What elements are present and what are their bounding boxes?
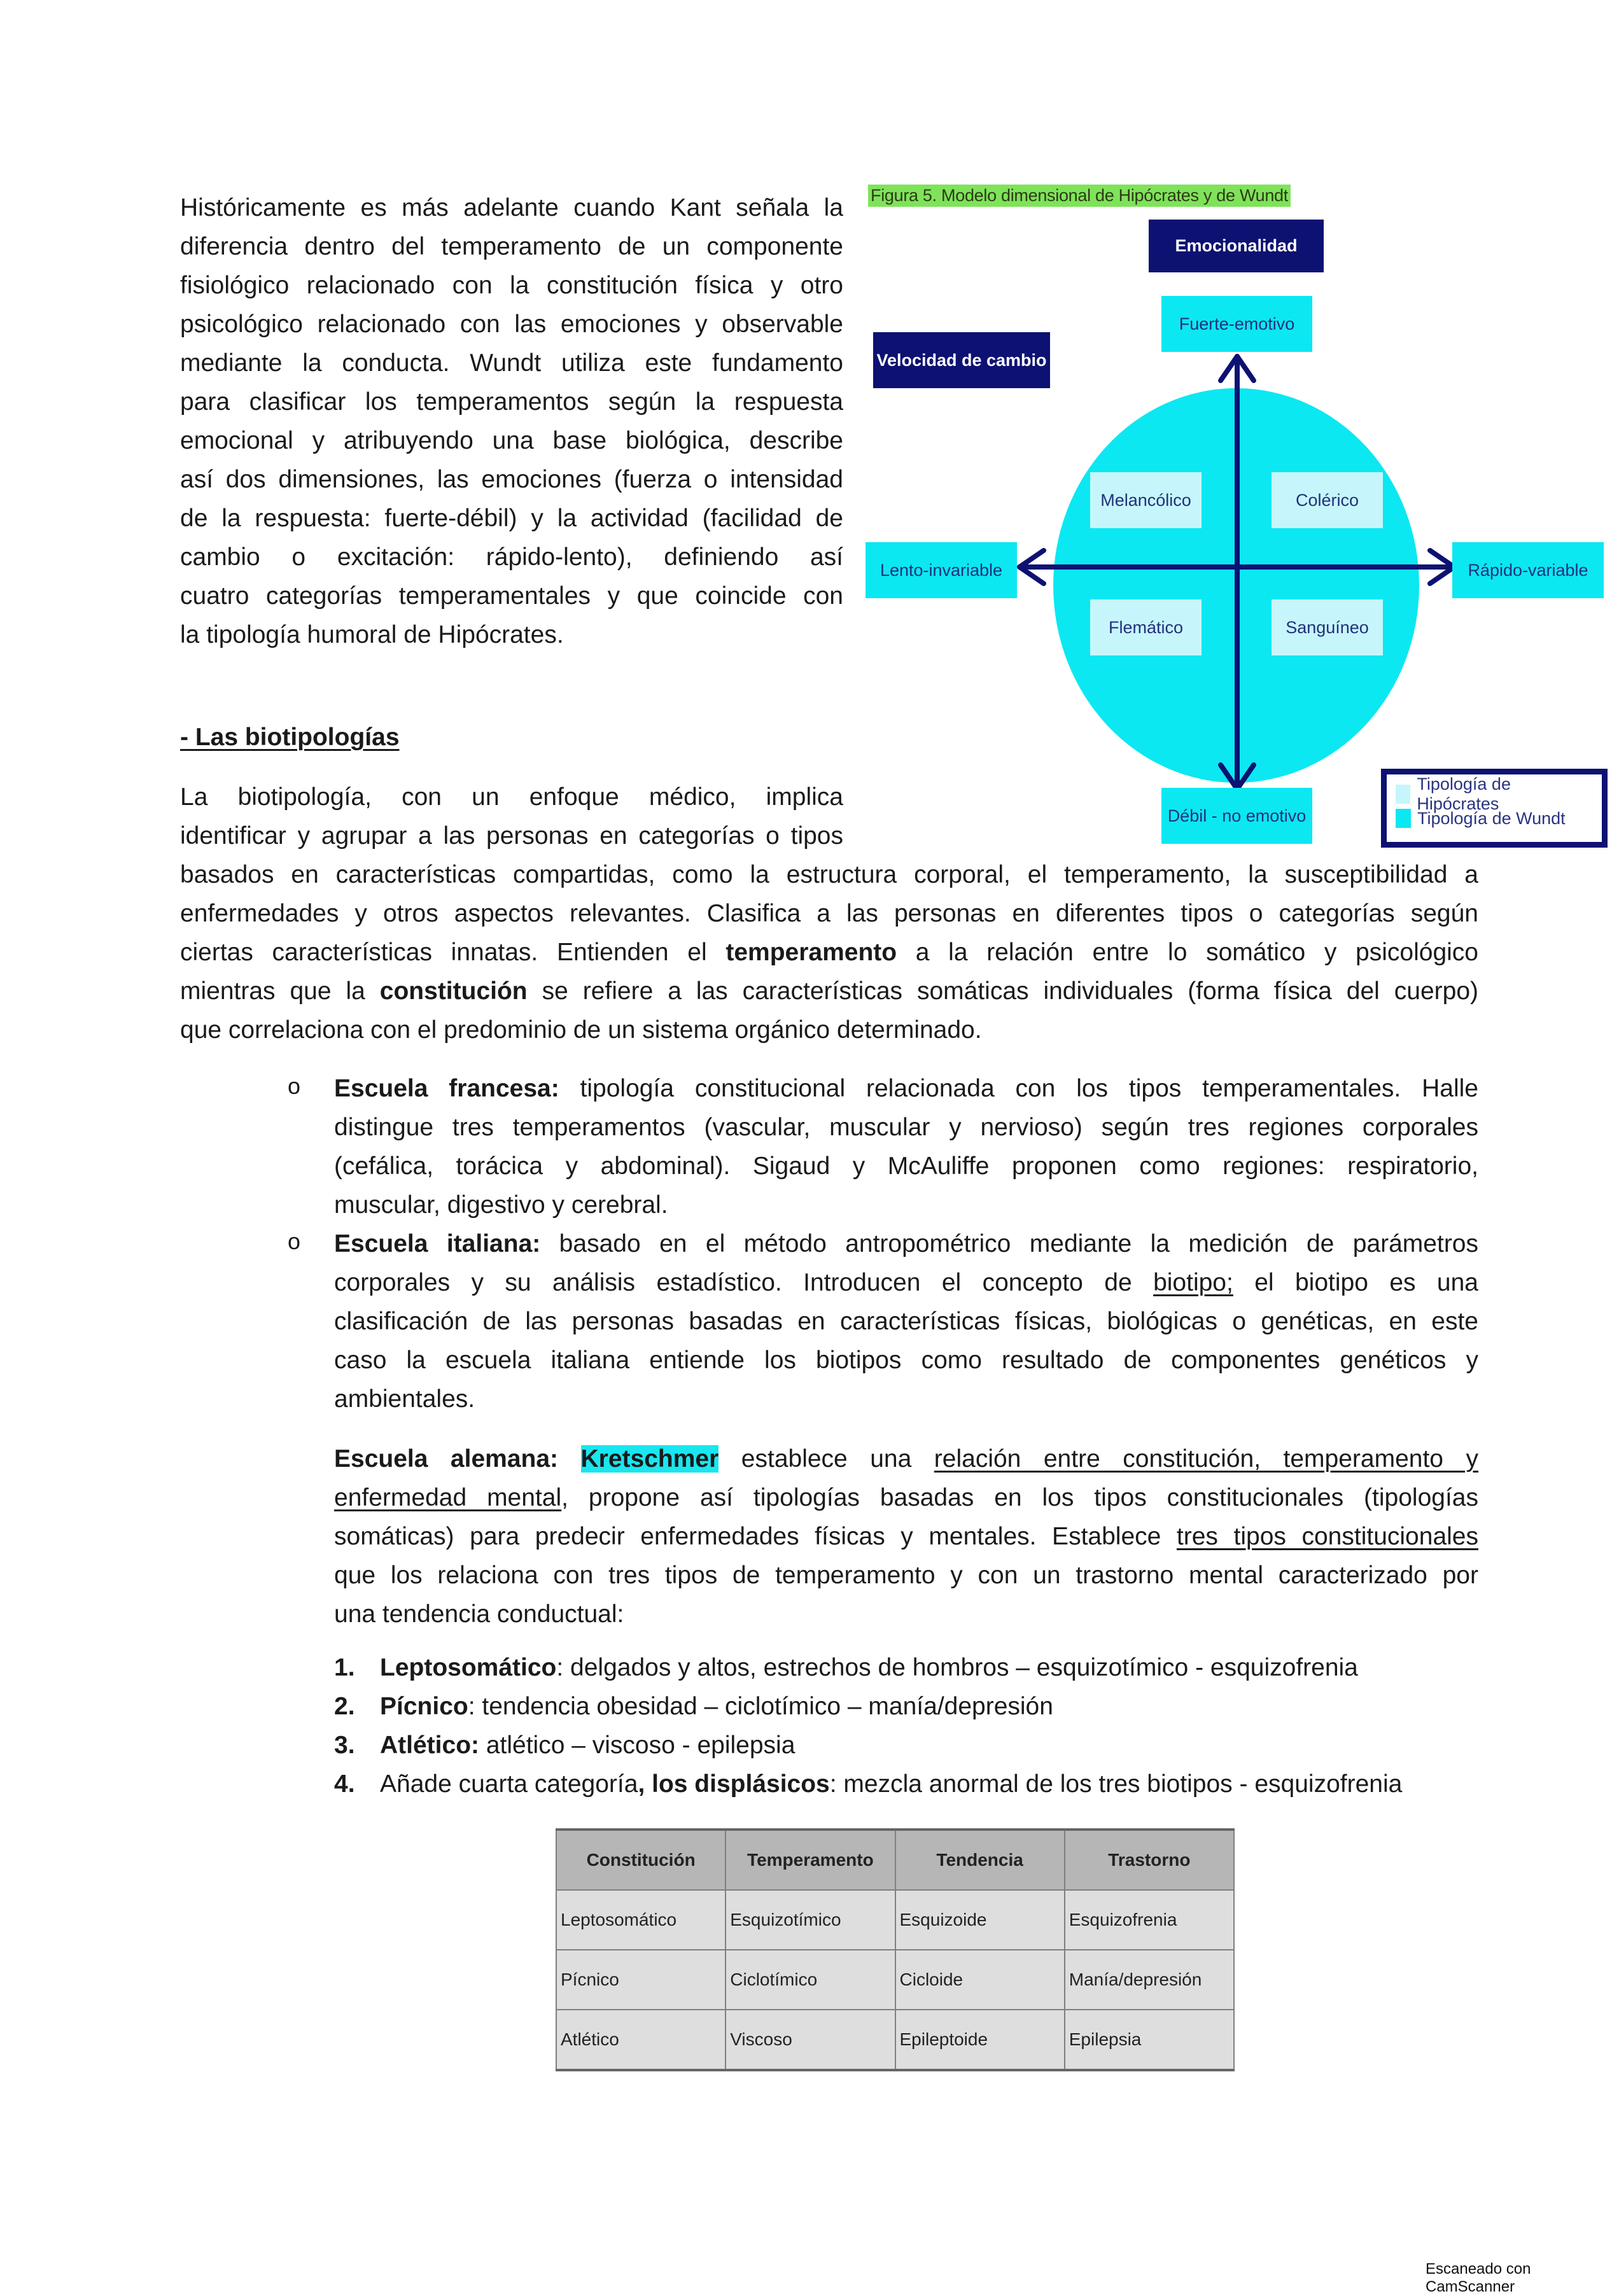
pole-lento-invariable <box>866 542 1017 598</box>
escuela-francesa <box>334 1069 1478 1224</box>
intro-line: de la respuesta: fuerte-débil) y la actividad (facilidad de <box>180 505 843 532</box>
legend-item-hipocrates <box>1396 774 1593 813</box>
intro-line: la tipología humoral de Hipócrates. <box>180 621 564 648</box>
axis-title-velocidad <box>873 332 1050 388</box>
table-cell: Leptosomático <box>556 1890 725 1950</box>
types-list <box>334 1648 1402 1803</box>
escuela-alemana <box>334 1439 1478 1634</box>
legend-label: Tipología de Wundt <box>1417 808 1566 828</box>
type-name: Leptosomático <box>380 1654 557 1681</box>
intro-line: diferencia dentro del temperamento de un componente <box>180 233 843 260</box>
list-item <box>334 1648 1402 1687</box>
paragraph-line: una tendencia conductual: <box>334 1600 624 1628</box>
column-header: Constitución <box>556 1830 725 1890</box>
table-cell: Esquizoide <box>895 1890 1065 1950</box>
quadrant-colerico <box>1272 472 1383 528</box>
pole-label: Débil - no emotivo <box>1167 806 1307 825</box>
pole-debil-no-emotivo <box>1161 788 1312 844</box>
pole-fuerte-emotivo <box>1161 296 1312 352</box>
intro-line: así dos dimensiones, las emociones (fuerza o intensidad <box>180 466 843 493</box>
paragraph-line: clasificación de las personas basadas en características físicas, biológicas o genéticas, en este <box>334 1308 1478 1335</box>
bullet-icon: o <box>288 1073 301 1099</box>
paragraph-line <box>180 933 1478 972</box>
table-cell: Viscoso <box>725 2010 895 2070</box>
axis-title-text: Velocidad de cambio <box>876 350 1047 370</box>
table-cell: Epilepsia <box>1065 2010 1234 2070</box>
text: basado en el método antropométrico mediante la medición de parámetros <box>540 1230 1479 1257</box>
text: mientras que la <box>180 977 380 1005</box>
axes-arrows <box>853 178 1619 853</box>
text: el biotipo es una <box>1233 1269 1478 1296</box>
type-name: Atlético: <box>380 1732 479 1759</box>
table-cell: Atlético <box>556 2010 725 2070</box>
pole-label: Rápido-variable <box>1468 560 1588 580</box>
intro-line: para clasificar los temperamentos según la respuesta <box>180 388 843 416</box>
bullet-icon: o <box>288 1228 301 1254</box>
table-cell: Cicloide <box>895 1950 1065 2010</box>
term-biotipo: biotipo; <box>1153 1269 1233 1296</box>
quadrant-label: Colérico <box>1295 490 1359 510</box>
paragraph-line: muscular, digestivo y cerebral. <box>334 1191 668 1219</box>
table-row <box>556 2010 1234 2070</box>
text: establece una <box>718 1445 934 1473</box>
section-heading-text: - Las biotipologías <box>180 724 400 751</box>
list-item <box>334 1765 1402 1803</box>
paragraph-line: caso la escuela italiana entiende los biotipos como resultado de componentes genéticos y <box>334 1347 1478 1374</box>
text: corporales y su análisis estadístico. Introducen el concepto de <box>334 1269 1154 1296</box>
paragraph-line <box>334 1439 1478 1478</box>
table-cell: Pícnico <box>556 1950 725 2010</box>
list-item <box>334 1726 1402 1765</box>
intro-line: psicológico relacionado con las emociones y observable <box>180 311 843 338</box>
axis-title-emocionalidad <box>1149 220 1324 272</box>
legend-item-wundt <box>1396 806 1593 830</box>
highlight-kretschmer: Kretschmer <box>580 1445 719 1473</box>
axis-title-text: Emocionalidad <box>1175 236 1298 255</box>
type-description: : mezcla anormal de los tres biotipos - esquizofrenia <box>829 1770 1403 1798</box>
legend-label: Tipología de Hipócrates <box>1417 774 1511 813</box>
paragraph-line: que correlaciona con el predominio de un sistema orgánico determinado. <box>180 1016 982 1044</box>
list-number: 1. <box>334 1654 355 1681</box>
pole-label: Fuerte-emotivo <box>1179 314 1295 333</box>
table-header-row <box>556 1830 1234 1890</box>
paragraph-line: (cefálica, torácica y abdominal). Sigaud y McAuliffe proponen como regiones: respiratorio, <box>334 1152 1478 1180</box>
quadrant-melancolico <box>1090 472 1202 528</box>
swatch-cyan-icon <box>1396 809 1411 828</box>
paragraph-line: que los relaciona con tres tipos de temperamento y con un trastorno mental caracterizado por <box>334 1562 1478 1589</box>
underlined-text: relación entre constitución, temperamento y <box>934 1445 1478 1473</box>
intro-line: Históricamente es más adelante cuando Kant señala la <box>180 194 843 221</box>
paragraph-line <box>334 1517 1478 1556</box>
intro-line: cuatro categorías temperamentales y que coincide con <box>180 582 843 610</box>
type-description: : delgados y altos, estrechos de hombros – esquizotímico - esquizofrenia <box>556 1654 1358 1681</box>
underlined-text: tres tipos constitucionales <box>1176 1523 1478 1550</box>
intro-line: cambio o excitación: rápido-lento), definiendo así <box>180 543 843 571</box>
type-name: , los displásicos <box>638 1770 830 1798</box>
list-item <box>334 1687 1402 1726</box>
paragraph-line <box>334 1224 1478 1263</box>
school-label: Escuela alemana: <box>334 1445 559 1473</box>
quadrant-label: Sanguíneo <box>1286 617 1369 637</box>
kretschmer-table <box>556 1828 1235 2071</box>
quadrant-label: Melancólico <box>1100 490 1191 510</box>
paragraph-line <box>334 1069 1478 1108</box>
text: somáticas) para predecir enfermedades físicas y mentales. Establece <box>334 1523 1177 1550</box>
intro-line: emocional y atribuyendo una base biológica, describe <box>180 427 843 454</box>
quadrant-flematico <box>1090 599 1202 655</box>
paragraph-line <box>180 972 1478 1011</box>
paragraph-line <box>334 1263 1478 1302</box>
text: tipología constitucional relacionada con los tipos temperamentales. Halle <box>559 1075 1478 1102</box>
camscanner-watermark: Escaneado con CamScanner <box>1426 2260 1531 2295</box>
table-cell: Ciclotímico <box>725 1950 895 2010</box>
term-constitucion: constitución <box>379 977 528 1005</box>
quadrant-sanguineo <box>1272 599 1383 655</box>
table-row <box>556 1950 1234 2010</box>
paragraph-line: identificar y agrupar a las personas en categorías o tipos <box>180 822 843 850</box>
table-cell: Manía/depresión <box>1065 1950 1234 2010</box>
table-cell: Esquizofrenia <box>1065 1890 1234 1950</box>
column-header: Trastorno <box>1065 1830 1234 1890</box>
school-label: Escuela italiana: <box>334 1230 541 1257</box>
table-cell: Esquizotímico <box>725 1890 895 1950</box>
paragraph-line: enfermedades y otros aspectos relevantes. Clasifica a las personas en diferentes tipos o categorías según <box>180 900 1478 927</box>
figure-legend <box>1381 769 1608 848</box>
intro-paragraph <box>180 188 843 654</box>
figure-wundt-model <box>853 178 1619 853</box>
list-number: 4. <box>334 1770 355 1798</box>
column-header: Temperamento <box>725 1830 895 1890</box>
paragraph-line: distingue tres temperamentos (vascular, muscular y nervioso) según tres regiones corporales <box>334 1114 1478 1141</box>
pole-rapido-variable <box>1452 542 1604 598</box>
list-number: 3. <box>334 1732 355 1759</box>
table-row <box>556 1890 1234 1950</box>
intro-line: fisiológico relacionado con la constitución física y otro <box>180 272 843 299</box>
text: ciertas características innatas. Entienden el <box>180 939 726 966</box>
paragraph-line: La biotipología, con un enfoque médico, implica <box>180 783 843 811</box>
paragraph-line: ambientales. <box>334 1385 475 1413</box>
intro-line: mediante la conducta. Wundt utiliza este fundamento <box>180 349 843 377</box>
type-prefix: Añade cuarta categoría <box>380 1770 638 1798</box>
type-description: atlético – viscoso - epilepsia <box>479 1732 795 1759</box>
pole-label: Lento-invariable <box>880 560 1003 580</box>
type-description: : tendencia obesidad – ciclotímico – manía/depresión <box>468 1693 1053 1720</box>
swatch-pale-cyan-icon <box>1396 785 1410 804</box>
biotipologia-narrow <box>180 778 843 855</box>
quadrant-label: Flemático <box>1108 617 1184 637</box>
figure-caption: Figura 5. Modelo dimensional de Hipócrates y de Wundt <box>868 185 1291 207</box>
term-temperamento: temperamento <box>725 939 897 966</box>
paragraph-line: basados en características compartidas, como la estructura corporal, el temperamento, la susceptibilidad a <box>180 861 1478 888</box>
type-name: Pícnico <box>380 1693 468 1720</box>
table-cell: Epileptoide <box>895 2010 1065 2070</box>
underlined-text: enfermedad mental <box>334 1484 562 1511</box>
text: se refiere a las características somáticas individuales (forma física del cuerpo) <box>527 977 1478 1005</box>
school-label: Escuela francesa: <box>334 1075 559 1102</box>
list-number: 2. <box>334 1693 355 1720</box>
escuela-italiana <box>334 1224 1478 1418</box>
paragraph-line <box>334 1478 1478 1517</box>
text: a la relación entre lo somático y psicológico <box>897 939 1478 966</box>
text: , propone así tipologías basadas en los tipos constitucionales (tipologías <box>561 1484 1478 1511</box>
column-header: Tendencia <box>895 1830 1065 1890</box>
biotipologia-wide <box>180 855 1478 1049</box>
section-heading <box>180 718 400 757</box>
